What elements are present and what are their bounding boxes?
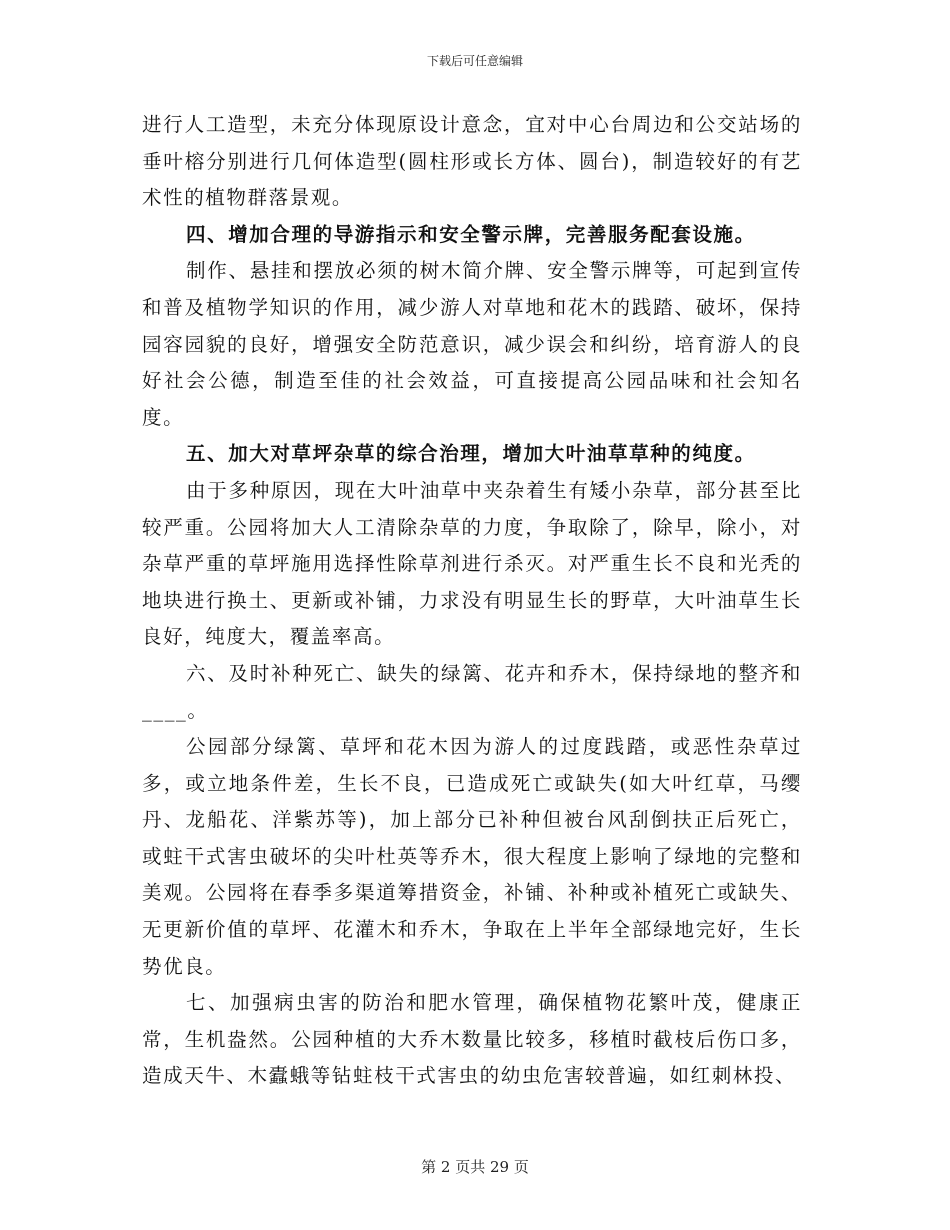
paragraph-section-6: 公园部分绿篱、草坪和花木因为游人的过度践踏，或恶性杂草过多，或立地条件差，生长不良，已造成死亡或缺失(如大叶红草，马缨丹、龙船花、洋紫苏等)，加上部分已补种但被台风刮倒扶正后死亡，或蛀干式害虫破坏的尖叶杜英等乔木，很大程度上影响了绿地的完整和美观。公园将在春季多渠道筹措资金，补铺、补种或补植死亡或缺失、无更新价值的草坪、花灌木和乔木，争取在上半年全部绿地完好，生长势优良。 <box>142 735 802 978</box>
document-body <box>142 107 802 1095</box>
page-header: 下载后可任意编辑 <box>426 54 523 68</box>
paragraph-section-4: 制作、悬挂和摆放必须的树木简介牌、安全警示牌等，可起到宣传和普及植物学知识的作用，减少游人对草地和花木的践踏、破坏，保持园容园貌的良好，增强安全防范意识，减少误会和纠纷，培育游人的良好社会公德，制造至佳的社会效益，可直接提高公园品味和社会知名度。 <box>142 259 802 429</box>
section-heading-6: 六、及时补种死亡、缺失的绿篱、花卉和乔木，保持绿地的整齐和____。 <box>142 661 802 722</box>
section-heading-4: 四、增加合理的导游指示和安全警示牌，完善服务配套设施。 <box>186 222 756 246</box>
paragraph-section-7: 七、加强病虫害的防治和肥水管理，确保植物花繁叶茂，健康正常，生机盎然。公园种植的大乔木数量比较多，移植时截枝后伤口多，造成天牛、木蠹蛾等钻蛀枝干式害虫的幼虫危害较普遍，如红刺林投、 <box>142 991 802 1088</box>
paragraph-section-5: 由于多种原因，现在大叶油草中夹杂着生有矮小杂草，部分甚至比较严重。公园将加大人工清除杂草的力度，争取除了，除早，除小，对杂草严重的草坪施用选择性除草剂进行杀灭。对严重生长不良和光秃的地块进行换土、更新或补铺，力求没有明显生长的野草，大叶油草生长良好，纯度大，覆盖率高。 <box>142 478 802 649</box>
paragraph-continued: 进行人工造型，未充分体现原设计意念，宜对中心台周边和公交站场的垂叶榕分别进行几何体造型(圆柱形或长方体、圆台)，制造较好的有艺术性的植物群落景观。 <box>142 113 802 210</box>
page-footer: 第 2 页共 29 页 <box>421 1158 529 1176</box>
section-heading-5: 五、加大对草坪杂草的综合治理，增加大叶油草草种的纯度。 <box>186 442 756 466</box>
